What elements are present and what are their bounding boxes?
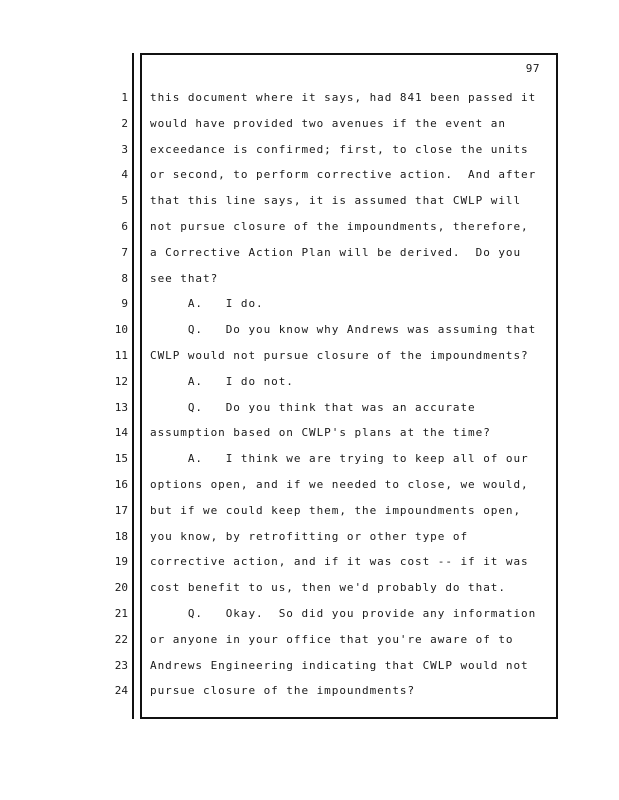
line-number: 1 <box>121 91 128 104</box>
line-number: 4 <box>121 168 128 182</box>
line-number: 24 <box>114 684 128 698</box>
transcript-line: that this line says, it is assumed that CWLP will <box>150 194 522 208</box>
transcript-line: or second, to perform corrective action. And after <box>150 168 537 182</box>
transcript-line: Q. Do you know why Andrews was assuming that <box>150 323 537 337</box>
transcript-line: would have provided two avenues if the event an <box>150 116 506 130</box>
line-number: 19 <box>114 555 128 569</box>
line-number: 11 <box>114 348 128 362</box>
transcript-line: a Corrective Action Plan will be derived. Do you <box>150 245 522 259</box>
transcript-line: exceedance is confirmed; first, to close the units <box>150 142 529 156</box>
transcript-line: you know, by retrofitting or other type of <box>150 529 469 543</box>
transcript-body <box>150 85 550 704</box>
transcript-line: not pursue closure of the impoundments, therefore, <box>150 219 529 233</box>
left-margin-rule <box>132 53 134 719</box>
transcript-line: but if we could keep them, the impoundments open, <box>150 503 522 517</box>
transcript-line: or anyone in your office that you're aware of to <box>150 632 514 646</box>
line-number: 23 <box>114 658 128 672</box>
line-number: 10 <box>114 323 128 337</box>
line-number: 12 <box>114 374 128 388</box>
line-number: 20 <box>114 581 128 595</box>
transcript-line: A. I think we are trying to keep all of our <box>150 452 529 466</box>
page-number: 97 <box>525 62 540 75</box>
transcript-line: Q. Okay. So did you provide any information <box>150 606 537 620</box>
transcript-line: A. I do not. <box>150 374 294 388</box>
transcript-line: this document where it says, had 841 been passed it <box>150 91 537 104</box>
line-number: 6 <box>121 219 128 233</box>
transcript-line: corrective action, and if it was cost -- if it was <box>150 555 529 569</box>
line-number: 16 <box>114 477 128 491</box>
transcript-line: Q. Do you think that was an accurate <box>150 400 476 414</box>
line-number: 9 <box>121 297 128 311</box>
line-number: 18 <box>114 529 128 543</box>
transcript-line: CWLP would not pursue closure of the impoundments? <box>150 348 529 362</box>
line-number: 15 <box>114 452 128 466</box>
transcript-line: A. I do. <box>150 297 264 311</box>
line-number: 17 <box>114 503 128 517</box>
line-number: 22 <box>114 632 128 646</box>
line-number: 21 <box>114 606 128 620</box>
line-number: 13 <box>114 400 128 414</box>
transcript-line: pursue closure of the impoundments? <box>150 684 416 698</box>
transcript-line: Andrews Engineering indicating that CWLP would not <box>150 658 529 672</box>
line-number-column <box>106 85 128 704</box>
line-number: 7 <box>121 245 128 259</box>
transcript-line: assumption based on CWLP's plans at the time? <box>150 426 491 440</box>
transcript-line: options open, and if we needed to close, we would, <box>150 477 529 491</box>
line-number: 2 <box>121 116 128 130</box>
line-number: 8 <box>121 271 128 285</box>
line-number: 5 <box>121 194 128 208</box>
transcript-line: see that? <box>150 271 219 285</box>
line-number: 14 <box>114 426 128 440</box>
transcript-line: cost benefit to us, then we'd probably do that. <box>150 581 506 595</box>
line-number: 3 <box>121 142 128 156</box>
